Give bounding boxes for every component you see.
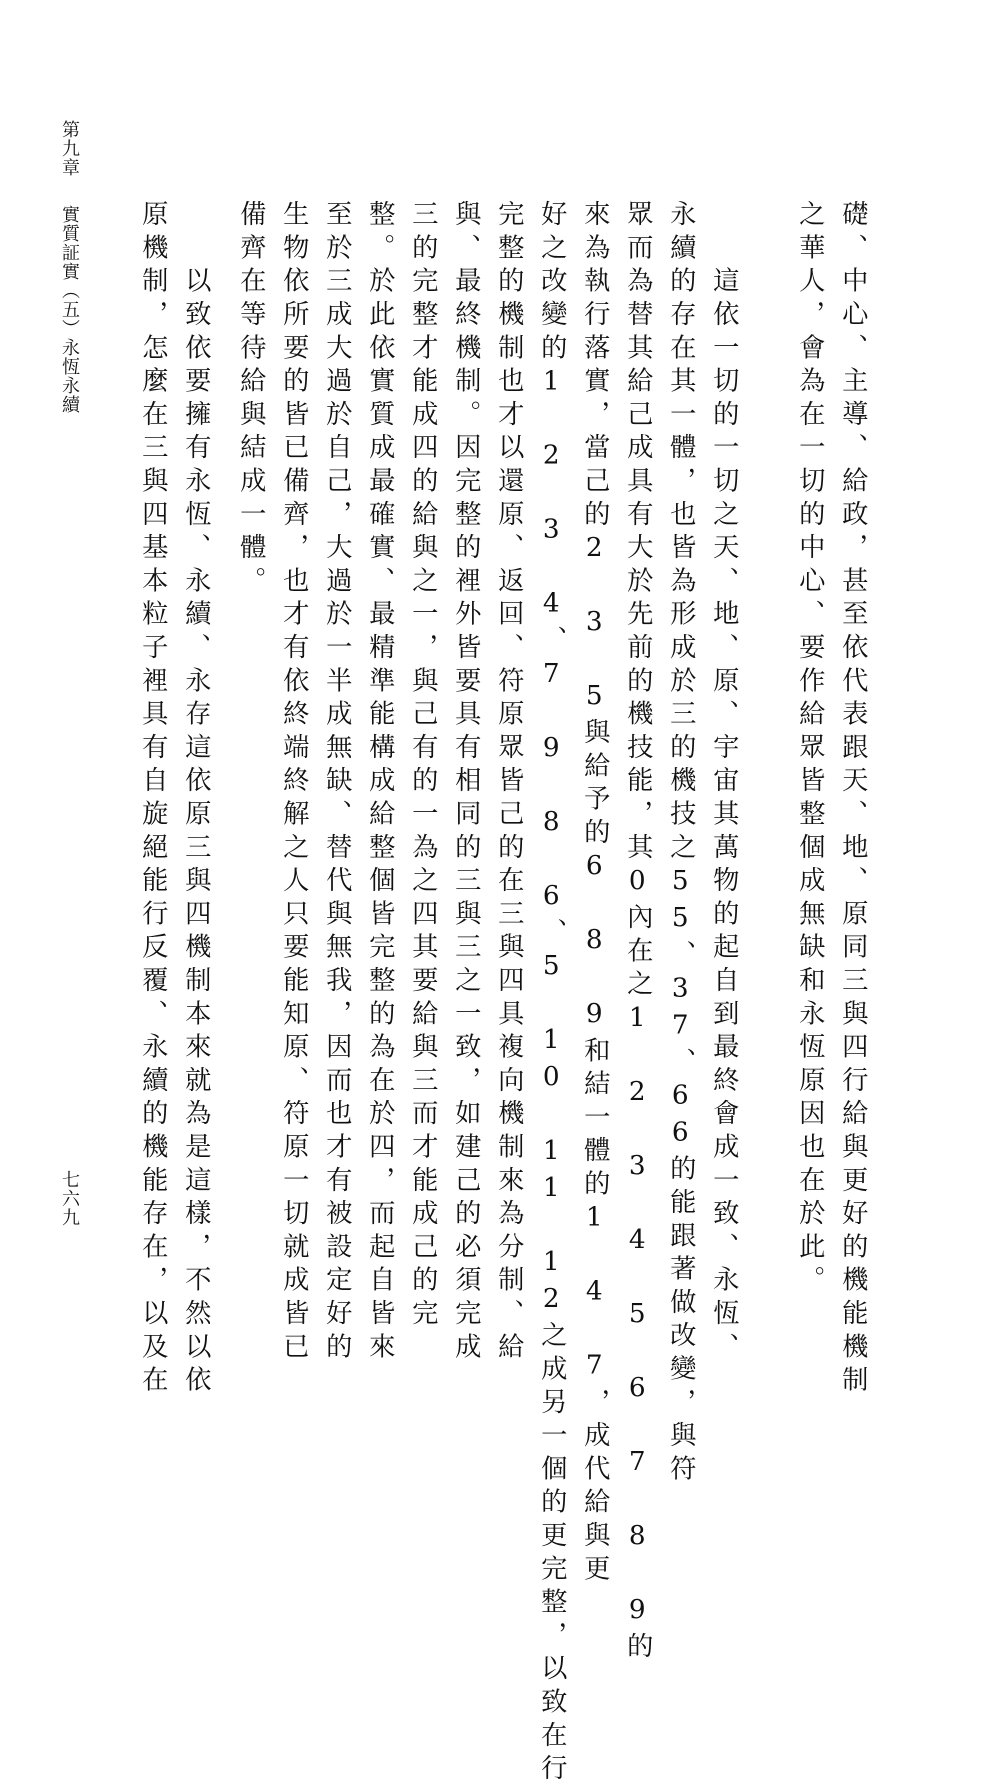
text-column-4: 永續的存在其一體，也皆為形成於三的機技之55、37、66的能跟著做改變，與符 [665,200,696,1488]
text-column-5: 眾而為替其給己成具有大於先前的機技能，其0內在之1 2 3 4 5 6 7 8 9的 [622,200,653,1666]
text-column-9: 與、最終機制。因完整的裡外皆要具有相同的三與三之一致，如建己的必須完成 [450,200,481,1366]
text-column-2: 之華人，會為在一切的中心、要作給眾皆整個成無缺和永恆原因也在於此。 [794,200,825,1299]
text-column-15: 以致依要擁有永恆、永續、永存這依原三與四機制本來就為是這樣，不然以依 [180,200,211,1399]
text-column-16: 原機制，怎麼在三與四基本粒子裡具有自旋絕能行反覆、永續的機能存在，以及在 [137,200,168,1399]
text-column-3: 這依一切的一切之天、地、原、宇宙其萬物的起自到最終會成一致、永恆、 [708,200,739,1366]
text-column-7: 好之改變的1 2 3 4、7 9 8 6、5 10 11 12之成另一個的更完整，以致在行 [536,200,567,1787]
text-column-11: 整。於此依實質成最確實、最精準能構成給整個皆完整的為在於四，而起自皆來 [364,200,395,1366]
page-number: 七六九 [59,1170,80,1227]
text-column-14: 備齊在等待給與結成一體。 [235,200,266,600]
text-column-1: 礎、中心、主導、給政，甚至依代表跟天、地、原同三與四行給與更好的機能機制 [837,200,868,1399]
text-column-13: 生物依所要的皆已備齊，也才有依終端終解之人只要能知原、符原一切就成皆已 [278,200,309,1366]
running-header-chapter: 第九章 [59,120,80,177]
text-column-8: 完整的機制也才以還原、返回、符原眾皆己的在三與四具複向機制來為分制、給 [493,200,524,1366]
text-column-6: 來為執行落實，當己的2 3 5與給予的6 8 9和結一體的1 4 7，成代給與更 [579,200,610,1588]
text-column-10: 三的完整才能成四的給與之一，與己有的一為之四其要給與三而才能成己的完 [407,200,438,1333]
running-header-section: 實質証實（五）永恆永續 [59,205,80,414]
text-column-12: 至於三成大過於自己，大過於一半成無缺、替代與無我，因而也才有被設定好的 [321,200,352,1366]
